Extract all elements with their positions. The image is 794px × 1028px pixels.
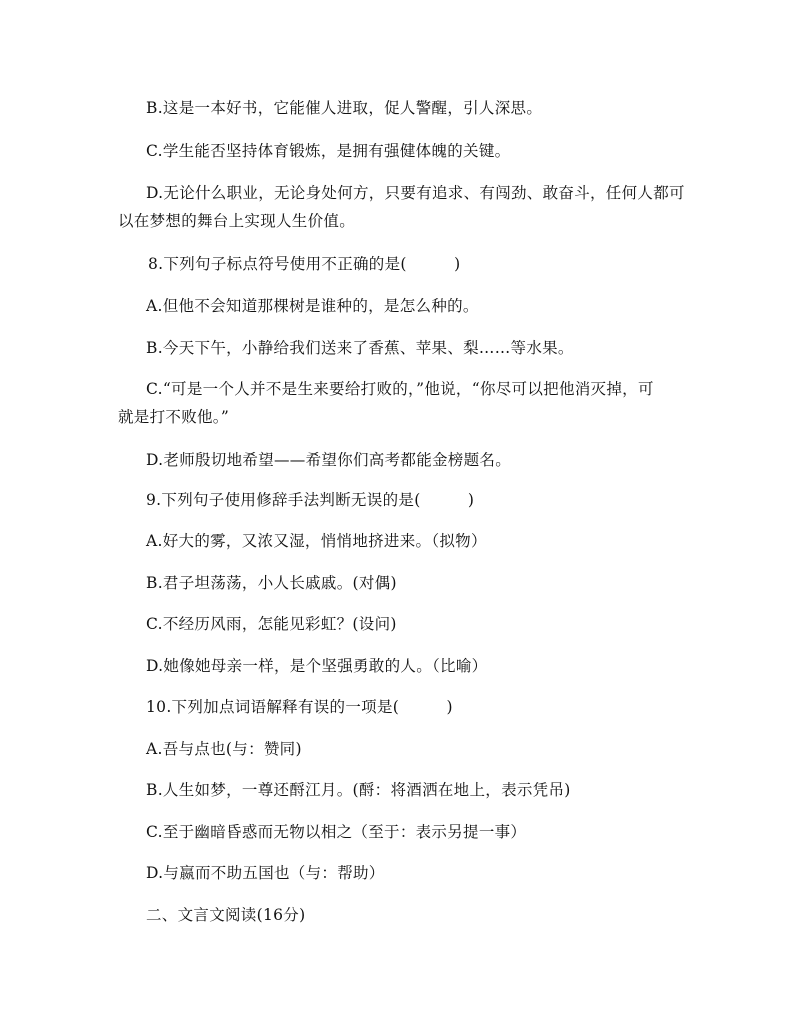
q8-option-b: B.今天下午，小静给我们送来了香蕉、苹果、梨……等水果。 [146, 339, 574, 357]
q9-option-a: A.好大的雾，又浓又湿，悄悄地挤进来。（拟物） [146, 532, 487, 550]
q8-option-a: A.但他不会知道那棵树是谁种的，是怎么种的。 [146, 297, 479, 315]
q7-option-b: B.这是一本好书，它能催人进取，促人警醒，引人深思。 [146, 99, 543, 117]
q7-option-c: C.学生能否坚持体育锻炼，是拥有强健体魄的关键。 [146, 142, 511, 160]
q8-question: 8.下列句子标点符号使用不正确的是( ) [148, 255, 461, 273]
q9-option-b: B.君子坦荡荡，小人长戚戚。(对偶) [146, 574, 397, 592]
q10-option-a: A.吾与点也(与：赞同) [146, 740, 302, 758]
q8-option-c-line1: C.“可是一个人并不是生来要给打败的，”他说，“你尽可以把他消灭掉，可 [146, 380, 654, 398]
q9-option-d: D.她像她母亲一样，是个坚强勇敢的人。（比喻） [146, 657, 488, 675]
q8-option-d: D.老师殷切地希望——希望你们高考都能金榜题名。 [146, 451, 512, 469]
q10-option-c: C.至于幽暗昏惑而无物以相之（至于：表示另提一事） [146, 823, 527, 841]
q7-option-d-line1: D.无论什么职业，无论身处何方，只要有追求、有闯劲、敢奋斗，任何人都可 [146, 184, 685, 202]
q10-option-d: D.与嬴而不助五国也（与：帮助） [146, 864, 385, 882]
q10-question: 10.下列加点词语解释有误的一项是( ) [146, 698, 453, 716]
q9-question: 9.下列句子使用修辞手法判断无误的是( ) [146, 491, 475, 509]
q9-option-c: C.不经历风雨，怎能见彩虹？(设问) [146, 615, 397, 633]
q8-option-c-line2: 就是打不败他。” [118, 408, 230, 426]
section-heading: 二、文言文阅读(16分) [146, 906, 306, 924]
q7-option-d-line2: 以在梦想的舞台上实现人生价值。 [118, 212, 356, 230]
q10-option-b: B.人生如梦，一尊还酹江月。(酹：将酒洒在地上，表示凭吊) [146, 781, 571, 799]
